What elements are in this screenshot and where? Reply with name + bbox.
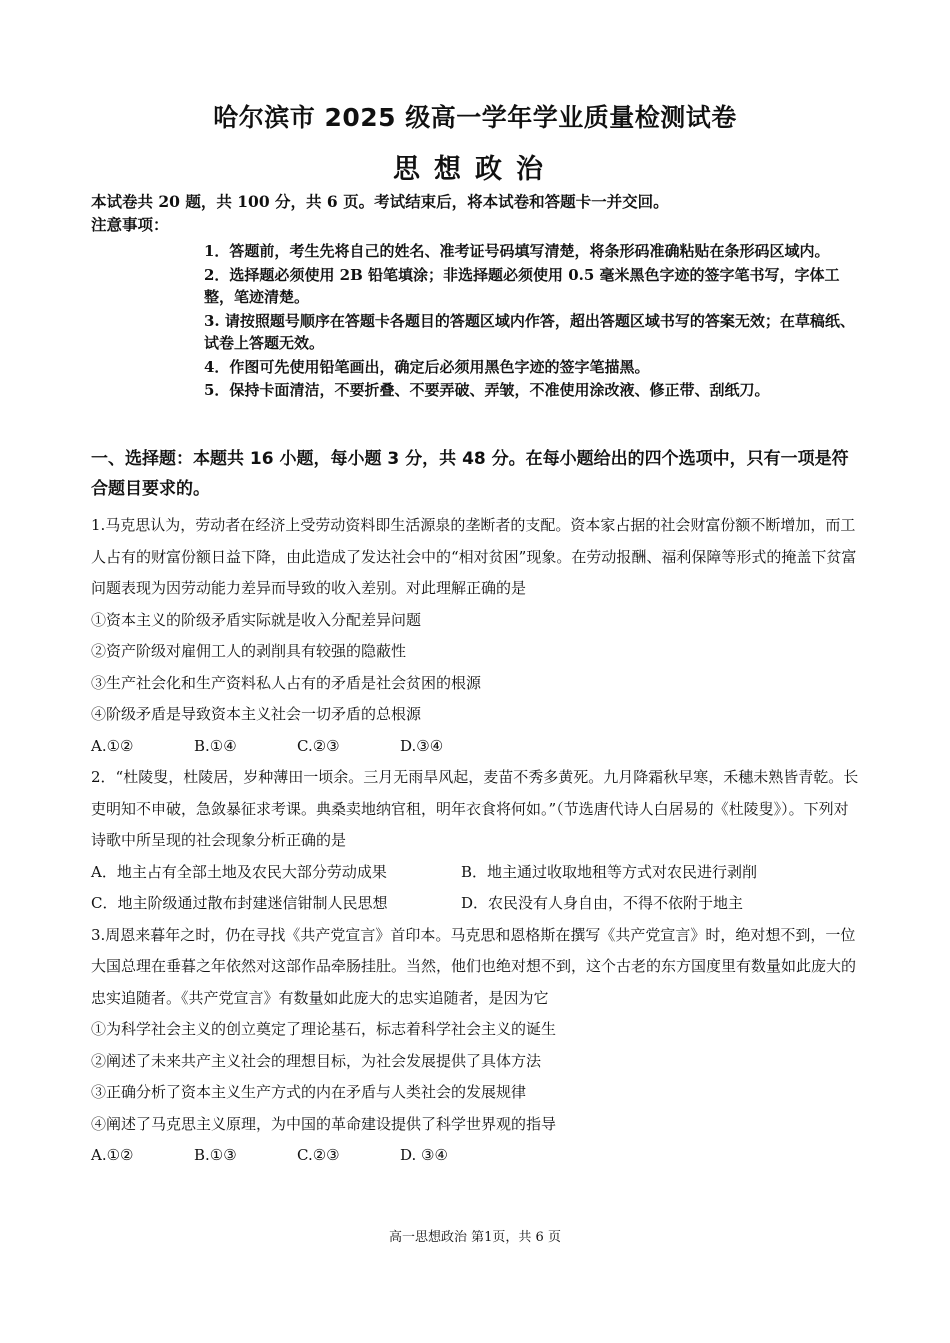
question-item: ④阐述了马克思主义原理，为中国的革命建设提供了科学世界观的指导 [91,1114,557,1133]
option-b: B．地主通过收取地租等方式对农民进行剥削 [461,862,758,881]
option-d: D.③④ [400,736,444,755]
option-a: A．地主占有全部土地及农民大部分劳动成果 [91,862,387,881]
exam-subject: 思想政治 [393,154,557,185]
notice-item: 5．保持卡面清洁，不要折叠、不要弄破、弄皱，不准使用涂改液、修正带、刮纸刀。 [204,381,770,399]
option-c: C.②③ [297,1146,340,1164]
question-list [91,510,861,1172]
question-stem: 1.马克思认为，劳动者在经济上受劳动资料即生活源泉的垄断者的支配。资本家占据的社会财富份额不断增加，而工人占有的财富份额日益下降，由此造成了发达社会中的“相对贫困”现象。在劳动报酬、福利保障等形式的掩盖下贫富问题表现为因劳动能力差异而导致的收入差别。对此理解正确的是 [91,516,857,597]
option-b: B.①③ [194,1146,237,1164]
section-header: 一、选择题：本题共 16 小题，每小题 3 分，共 48 分。在每小题给出的四个选项中，只有一项是符合题目要求的。 [91,449,849,499]
option-b: B.①④ [194,736,237,755]
notice-item: 3. 请按照题号顺序在答题卡各题目的答题区域内作答，超出答题区域书写的答案无效；在草稿纸、试卷上答题无效。 [204,311,855,352]
notice-title: 注意事项： [91,215,169,234]
option-a: A.①② [91,736,134,755]
question-item: ①资本主义的阶级矛盾实际就是收入分配差异问题 [91,610,422,629]
question-stem: 3.周恩来暮年之时，仍在寻找《共产党宣言》首印本。马克思和恩格斯在撰写《共产党宣言》时，绝对想不到，一位大国总理在垂暮之年依然对这部作品牵肠挂肚。当然，他们也绝对想不到，这个古老的东方国度里有数量如此庞大的忠实追随者。《共产党宣言》有数量如此庞大的忠实追随者，是因为它 [91,925,857,1007]
question-item: ①为科学社会主义的创立奠定了理论基石，标志着科学社会主义的诞生 [91,1020,557,1038]
notice-list [204,240,864,403]
answer-options [91,731,861,763]
option-c: C．地主阶级通过散布封建迷信钳制人民思想 [91,894,388,912]
answer-options [91,1140,861,1172]
question-item: ③正确分析了资本主义生产方式的内在矛盾与人类社会的发展规律 [91,1083,527,1101]
exam-title: 哈尔滨市 2025 级高一学年学业质量检测试卷 [213,103,737,132]
answer-options [91,888,861,920]
question-item: ③生产社会化和生产资料私人占有的矛盾是社会贫困的根源 [91,673,482,692]
exam-intro: 本试卷共 20 题，共 100 分，共 6 页。考试结束后，将本试卷和答题卡一并交回。 [91,192,669,211]
option-c: C.②③ [297,736,340,755]
question-item: ②阐述了未来共产主义社会的理想目标，为社会发展提供了具体方法 [91,1051,542,1070]
question-2 [91,762,861,920]
notice-item: 1．答题前，考生先将自己的姓名、准考证号码填写清楚，将条形码准确粘贴在条形码区域内。 [204,242,830,260]
question-item: ④阶级矛盾是导致资本主义社会一切矛盾的总根源 [91,705,422,723]
question-stem: 2．“杜陵叟，杜陵居，岁种薄田一顷余。三月无雨旱风起，麦苗不秀多黄死。九月降霜秋早寒，禾穗未熟皆青乾。长吏明知不申破，急敛暴征求考课。典桑卖地纳官租，明年衣食将何如。”（节选唐代诗人白居易的《杜陵叟》）。下列对诗歌中所呈现的社会现象分析正确的是 [91,768,859,849]
question-item: ②资产阶级对雇佣工人的剥削具有较强的隐蔽性 [91,642,407,660]
notice-item: 4．作图可先使用铅笔画出，确定后必须用黑色字迹的签字笔描黑。 [204,357,650,376]
answer-options [91,857,861,889]
option-d: D．农民没有人身自由，不得不依附于地主 [461,894,744,912]
notice-item: 2．选择题必须使用 2B 铅笔填涂；非选择题必须使用 0.5 毫米黑色字迹的签字笔书写，字体工整，笔迹清楚。 [204,265,840,306]
page-footer: 高一思想政治 第1页，共 6 页 [389,1230,561,1245]
question-1 [91,510,861,762]
option-d: D. ③④ [400,1146,448,1164]
question-3 [91,920,861,1172]
option-a: A.①② [91,1146,134,1164]
